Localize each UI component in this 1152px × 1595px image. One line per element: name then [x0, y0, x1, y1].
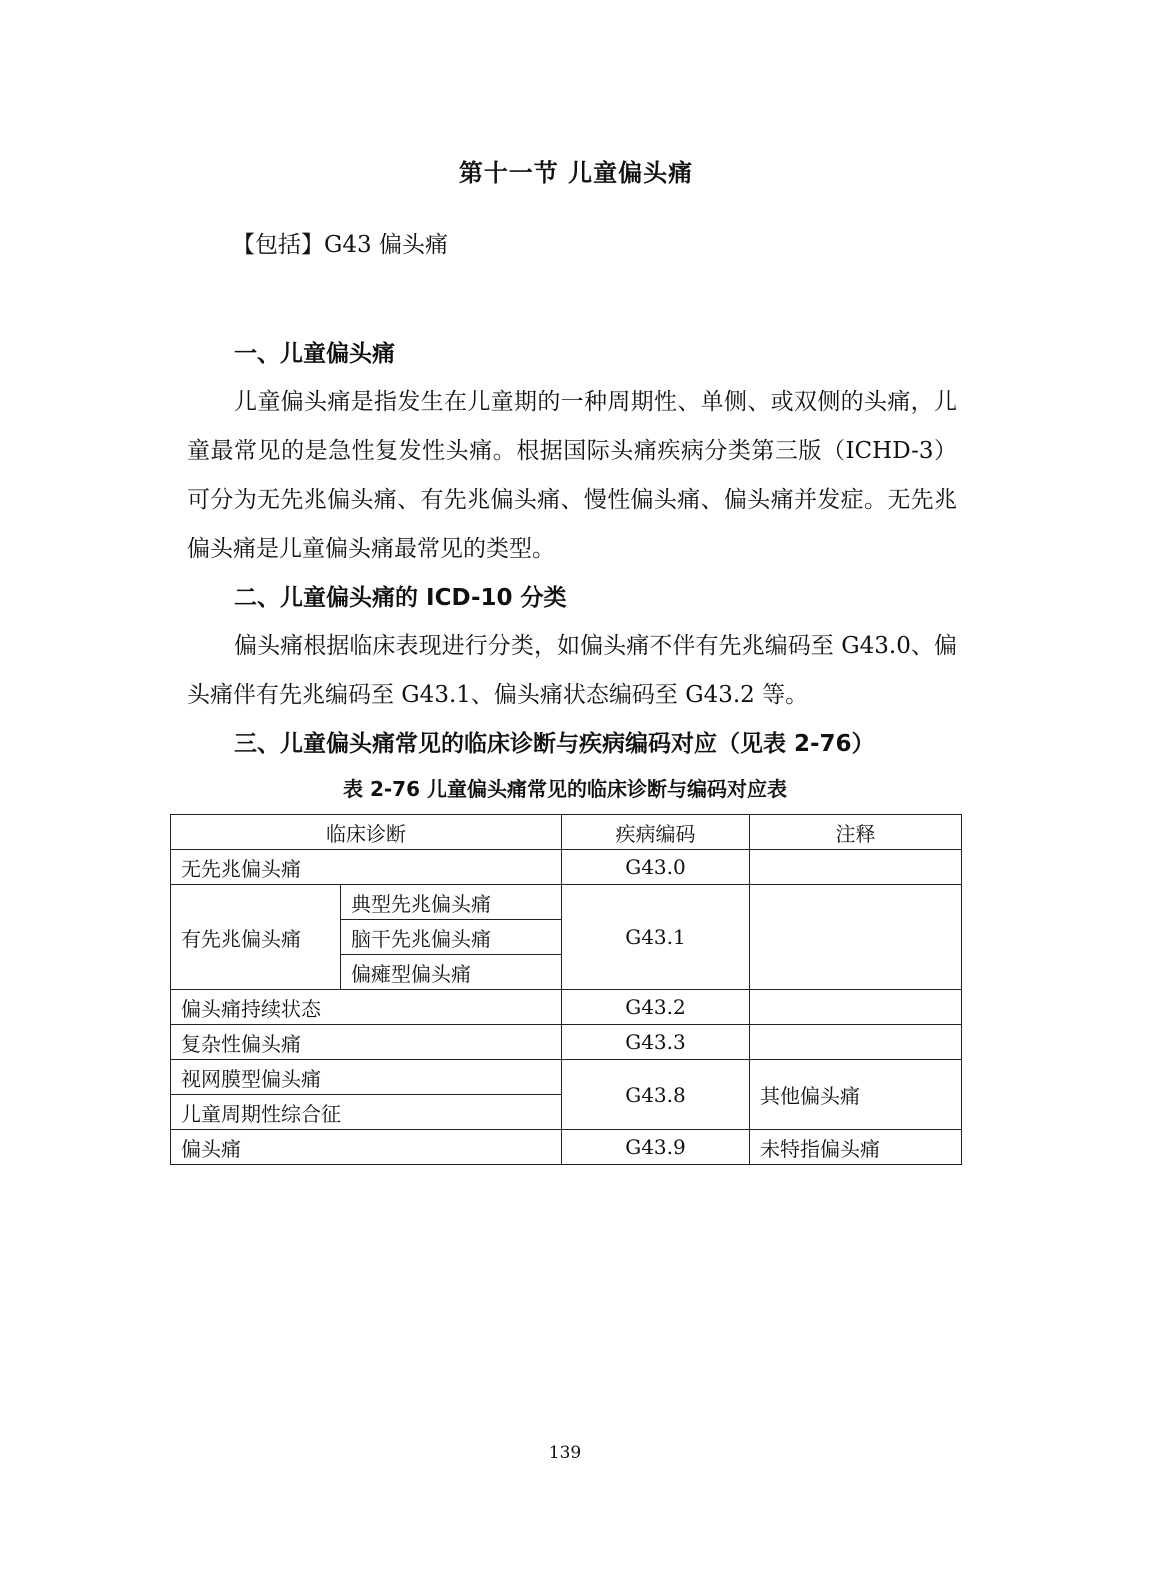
diagnosis-cell: 复杂性偏头痛: [171, 1025, 562, 1060]
note-cell: [750, 1025, 962, 1060]
table-caption: 表 2-76 儿童偏头痛常见的临床诊断与编码对应表: [343, 777, 787, 801]
diagnosis-cell: 偏头痛持续状态: [171, 990, 562, 1025]
table-row: [171, 850, 962, 885]
table-row: [171, 1060, 962, 1095]
heading-table-reference: 三、儿童偏头痛常见的临床诊断与疾病编码对应（见表 2-76）: [234, 731, 875, 757]
note-cell: 其他偏头痛: [750, 1060, 962, 1130]
diagnosis-cell: 偏头痛: [171, 1130, 562, 1165]
diagnosis-cell: 视网膜型偏头痛: [171, 1060, 562, 1095]
code-cell: G43.3: [562, 1025, 750, 1060]
note-cell: [750, 990, 962, 1025]
paragraph-classification: 偏头痛根据临床表现进行分类，如偏头痛不伴有先兆编码至 G43.0、偏头痛伴有先兆编码至 G43.1、偏头痛状态编码至 G43.2 等。: [187, 633, 957, 708]
code-cell: G43.8: [562, 1060, 750, 1130]
subtype-cell: 典型先兆偏头痛: [341, 885, 562, 920]
heading-overview: 一、儿童偏头痛: [234, 341, 395, 367]
diagnosis-cell: 有先兆偏头痛: [171, 885, 341, 990]
subtype-cell: 偏瘫型偏头痛: [341, 955, 562, 990]
header-diagnosis: 临床诊断: [171, 815, 562, 850]
subtype-cell: 脑干先兆偏头痛: [341, 920, 562, 955]
note-cell: 未特指偏头痛: [750, 1130, 962, 1165]
includes-line: 【包括】G43 偏头痛: [232, 232, 448, 258]
header-code: 疾病编码: [562, 815, 750, 850]
main-content: [187, 330, 957, 768]
code-cell: G43.2: [562, 990, 750, 1025]
note-cell: [750, 885, 962, 990]
code-cell: G43.0: [562, 850, 750, 885]
note-cell: [750, 850, 962, 885]
code-cell: G43.9: [562, 1130, 750, 1165]
code-cell: G43.1: [562, 885, 750, 990]
diagnosis-cell: 儿童周期性综合征: [171, 1095, 562, 1130]
paragraph-overview: 儿童偏头痛是指发生在儿童期的一种周期性、单侧、或双侧的头痛，儿童最常见的是急性复发性头痛。根据国际头痛疾病分类第三版（ICHD-3）可分为无先兆偏头痛、有先兆偏头痛、慢性偏头痛、偏头痛并发症。无先兆偏头痛是儿童偏头痛最常见的类型。: [187, 389, 957, 562]
table-row: [171, 990, 962, 1025]
heading-classification: 二、儿童偏头痛的 ICD-10 分类: [234, 585, 567, 611]
diagnosis-code-table: [170, 814, 962, 1165]
table-row: [171, 1025, 962, 1060]
page-number: 139: [548, 1443, 582, 1463]
table-row: [171, 885, 962, 920]
section-title: 第十一节 儿童偏头痛: [458, 159, 694, 187]
table-row: [171, 1130, 962, 1165]
table-header-row: [171, 815, 962, 850]
diagnosis-cell: 无先兆偏头痛: [171, 850, 562, 885]
header-note: 注释: [750, 815, 962, 850]
